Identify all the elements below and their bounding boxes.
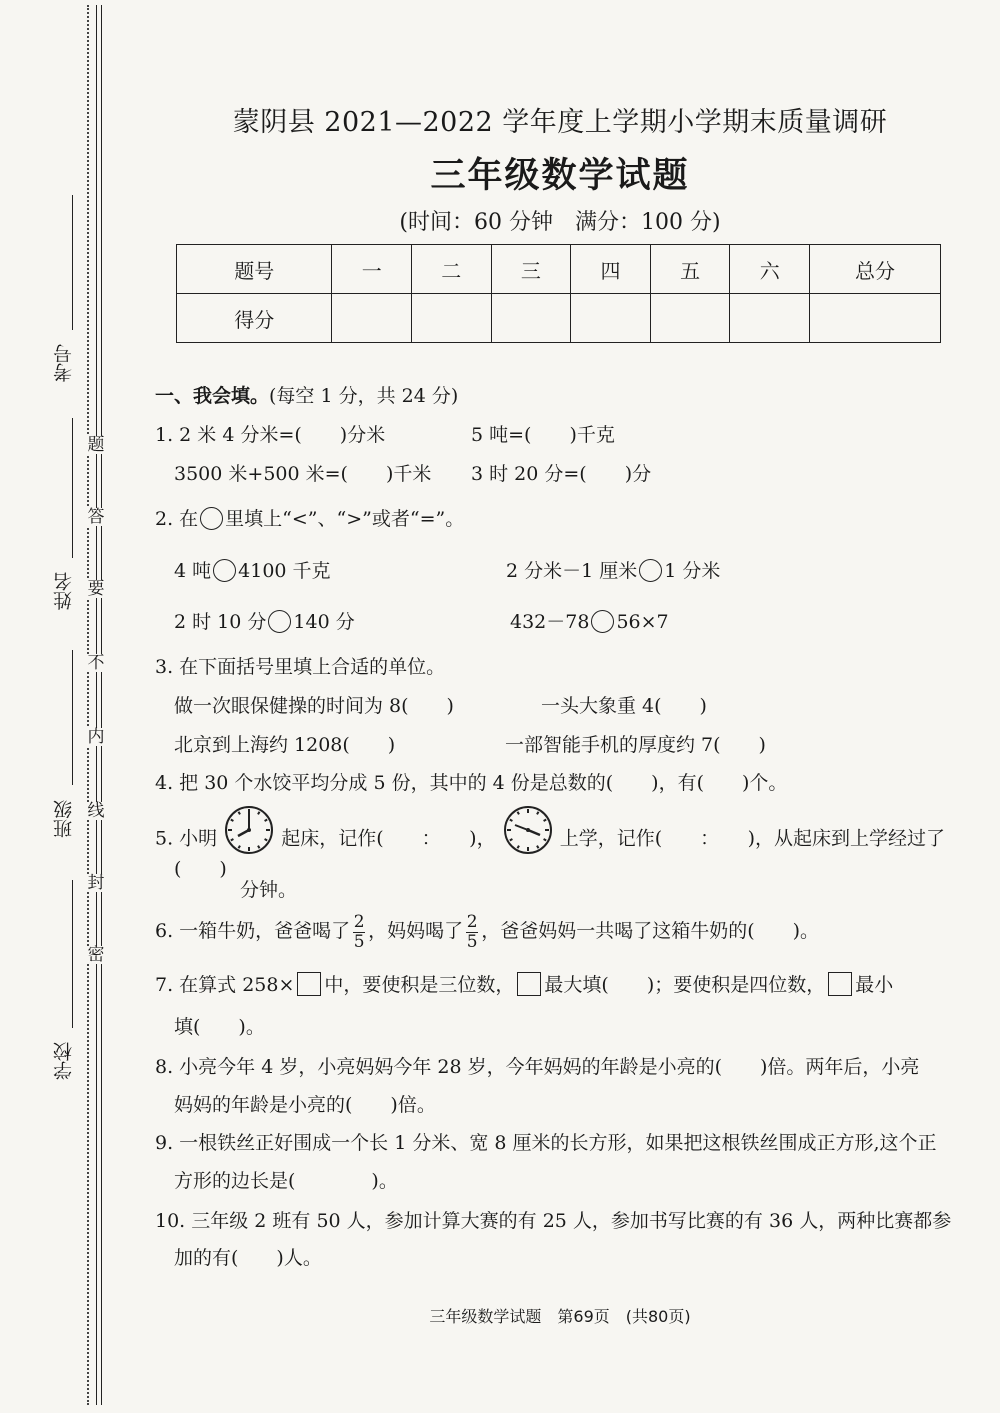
score-header-cell: 四: [571, 245, 651, 294]
score-header-cell: 一: [332, 245, 412, 294]
answer-circle[interactable]: [213, 559, 236, 582]
q6-part-a: 6. 一箱牛奶，爸爸喝了: [155, 920, 351, 942]
q2-c-right: 140 分: [293, 611, 355, 633]
score-cell[interactable]: [491, 294, 571, 343]
fraction-numerator: 2: [353, 911, 365, 932]
class-label: 班级: [53, 800, 75, 838]
seal-char: 内: [87, 727, 105, 747]
margin-edge-line: [101, 5, 102, 1405]
school-clock-icon: [502, 804, 554, 875]
exam-number-label: 考号: [53, 344, 75, 382]
q1-part-b: 5 吨=( )千克: [471, 424, 615, 446]
fraction-denominator: 5: [466, 931, 478, 952]
seal-char: 封: [87, 873, 105, 893]
q2-item-a: [174, 559, 331, 583]
score-table-header-row: [177, 245, 941, 294]
q4-text: 4. 把 30 个水饺平均分成 5 份，其中的 4 份是总数的( )，有( )个。: [155, 772, 788, 794]
q10-line-2: 加的有( )人。: [174, 1247, 322, 1269]
q2-stem-end: 里填上“<”、“>”或者“=”。: [225, 508, 465, 530]
q2-c-left: 2 时 10 分: [174, 611, 267, 633]
q3-part-a: 做一次眼保健操的时间为 8( ): [174, 695, 454, 717]
q2-item-c: [174, 610, 355, 634]
q5-line: [155, 804, 945, 875]
q3-part-c: 北京到上海约 1208( ): [174, 734, 396, 756]
q1-part-a: 1. 2 米 4 分米=( )分米: [155, 424, 386, 446]
score-header-cell: 五: [650, 245, 730, 294]
q5-part-b: 起床，记作( ： )，: [281, 827, 496, 850]
q2-a-right: 4100 千克: [238, 560, 331, 582]
q3-part-b: 一头大象重 4( ): [541, 695, 707, 717]
q2-b-right: 1 分米: [664, 560, 721, 582]
page-footer: 三年级数学试题 第69页 (共80页): [429, 1307, 691, 1326]
section-title: 一、我会填。: [155, 385, 270, 407]
q6-part-b: ，妈妈喝了: [368, 920, 464, 942]
q2-item-d: [510, 610, 669, 634]
time-score-info: (时间：60 分钟 满分：100 分): [399, 210, 721, 235]
seal-char: 线: [87, 801, 105, 821]
q2-item-b: [506, 559, 720, 583]
seal-char: 要: [87, 579, 105, 599]
name-line: [72, 418, 73, 558]
blank-square-icon: [828, 972, 852, 996]
q2-b-left: 2 分米－1 厘米: [506, 560, 638, 582]
q7-line: [155, 972, 893, 997]
section-heading: [155, 384, 458, 408]
wake-clock-icon: [223, 804, 275, 875]
answer-circle[interactable]: [591, 610, 614, 633]
school-label: 学校: [53, 1042, 75, 1080]
q8-line-1: 8. 小亮今年 4 岁，小亮妈妈今年 28 岁，今年妈妈的年龄是小亮的( )倍。两年后，小亮: [155, 1056, 920, 1078]
q2-a-left: 4 吨: [174, 560, 212, 582]
q2-stem-start: 2. 在: [155, 508, 199, 530]
q1-part-c: 3500 米+500 米=( )千米: [174, 463, 432, 485]
score-row-label: 得分: [177, 294, 332, 343]
q1-part-d: 3 时 20 分=( )分: [471, 463, 652, 485]
score-cell[interactable]: [332, 294, 412, 343]
score-cell[interactable]: [810, 294, 941, 343]
blank-square-icon: [517, 972, 541, 996]
score-cell[interactable]: [412, 294, 492, 343]
q5-part-d: ( ): [174, 858, 227, 880]
seal-char: 密: [87, 945, 105, 965]
answer-circle[interactable]: [268, 610, 291, 633]
seal-char: 答: [87, 507, 105, 527]
q7-part-b: 中，要使积是三位数，: [324, 974, 515, 996]
q9-line-2: 方形的边长是( )。: [174, 1170, 398, 1192]
q5-part-a: 5. 小明: [155, 827, 218, 850]
q6-part-c: ，爸爸妈妈一共喝了这箱牛奶的( )。: [481, 920, 820, 942]
school-line: [72, 880, 73, 1028]
compare-circle-icon: [200, 507, 223, 530]
seal-char: 不: [87, 653, 105, 673]
seal-char: 题: [87, 435, 105, 455]
q7-part-c: 最大填( )；要使积是四位数，: [544, 974, 826, 996]
q10-line-1: 10. 三年级 2 班有 50 人，参加计算大赛的有 25 人，参加书写比赛的有 36 人，两种比赛都参: [155, 1210, 952, 1232]
answer-circle[interactable]: [639, 559, 662, 582]
q2-d-left: 432－78: [510, 611, 590, 633]
q3-part-d: 一部智能手机的厚度约 7( ): [505, 734, 766, 756]
section-note: (每空 1 分，共 24 分): [269, 385, 459, 407]
score-header-cell: 总分: [810, 245, 941, 294]
fraction-denominator: 5: [353, 931, 365, 952]
class-line: [72, 650, 73, 785]
q7-part-e: 填( )。: [174, 1016, 265, 1038]
fraction-two-fifths: [466, 913, 478, 952]
score-header-cell: 题号: [177, 245, 332, 294]
name-label: 姓名: [53, 572, 75, 610]
score-table: [176, 244, 941, 343]
score-header-cell: 二: [412, 245, 492, 294]
score-table-score-row: [177, 294, 941, 343]
q6-line: [155, 907, 819, 955]
q5-part-c: 上学，记作( ： )，从起床到上学经过了: [559, 827, 946, 850]
q7-part-d: 最小: [855, 974, 894, 996]
score-header-cell: 六: [730, 245, 810, 294]
page-title: 三年级数学试题: [430, 156, 690, 196]
q2-d-right: 56×7: [616, 611, 669, 633]
q9-line-1: 9. 一根铁丝正好围成一个长 1 分米、宽 8 厘米的长方形，如果把这根铁丝围成正方形,这个正: [155, 1132, 937, 1154]
q2-stem: [155, 507, 464, 531]
score-header-cell: 三: [491, 245, 571, 294]
margin-edge-line: [96, 5, 97, 1405]
q3-stem: 3. 在下面括号里填上合适的单位。: [155, 656, 446, 678]
blank-square[interactable]: [297, 972, 321, 996]
score-cell[interactable]: [571, 294, 651, 343]
q8-line-2: 妈妈的年龄是小亮的( )倍。: [174, 1094, 436, 1116]
seal-dotted-line: [87, 5, 89, 1405]
score-cell[interactable]: [650, 294, 730, 343]
fraction-two-fifths: [353, 913, 365, 952]
score-cell[interactable]: [730, 294, 810, 343]
fraction-numerator: 2: [466, 911, 478, 932]
exam-number-line: [72, 195, 73, 330]
q5-part-e: 分钟。: [240, 879, 298, 901]
exam-subtitle: 蒙阴县 2021—2022 学年度上学期小学期末质量调研: [232, 107, 888, 138]
q7-part-a: 7. 在算式 258×: [155, 974, 295, 996]
